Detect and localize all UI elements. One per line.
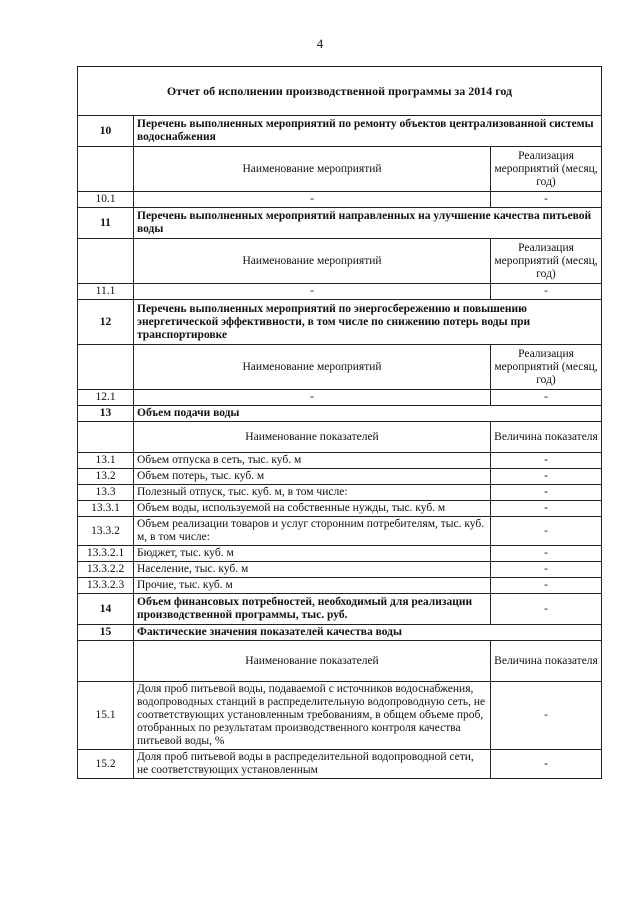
section-header-11 xyxy=(78,208,602,239)
row-value: - xyxy=(491,562,602,578)
row-value: - xyxy=(491,485,602,501)
column-header-value: Величина показателя xyxy=(491,422,602,453)
section-number: 12 xyxy=(78,300,134,345)
row-number: 13.3.2.1 xyxy=(78,546,134,562)
row-value: - xyxy=(491,517,602,546)
row-name: Население, тыс. куб. м xyxy=(134,562,491,578)
table-row xyxy=(78,453,602,469)
section-header-10 xyxy=(78,116,602,147)
table-row xyxy=(78,750,602,779)
row-name: Объем реализации товаров и услуг сторонним потребителям, тыс. куб. м, в том числе: xyxy=(134,517,491,546)
row-value: - xyxy=(491,284,602,300)
section-value: - xyxy=(491,594,602,625)
section-number: 13 xyxy=(78,406,134,422)
column-header-row xyxy=(78,345,602,390)
column-header-value: Реализация мероприятий (месяц, год) xyxy=(491,147,602,192)
row-number: 13.3.2.2 xyxy=(78,562,134,578)
row-number: 10.1 xyxy=(78,192,134,208)
section-header-12 xyxy=(78,300,602,345)
table-row xyxy=(78,562,602,578)
section-title: Фактические значения показателей качества воды xyxy=(134,625,602,641)
report-title-row xyxy=(78,67,602,116)
section-header-13 xyxy=(78,406,602,422)
row-value: - xyxy=(491,682,602,750)
row-number: 11.1 xyxy=(78,284,134,300)
row-number: 12.1 xyxy=(78,390,134,406)
section-title: Объем подачи воды xyxy=(134,406,602,422)
section-number: 14 xyxy=(78,594,134,625)
row-value: - xyxy=(491,546,602,562)
column-header-name: Наименование мероприятий xyxy=(134,345,491,390)
empty-cell xyxy=(78,239,134,284)
row-number: 15.2 xyxy=(78,750,134,779)
section-title: Объем финансовых потребностей, необходимый для реализации производственной программы, тыс. руб. xyxy=(134,594,491,625)
table-row xyxy=(78,546,602,562)
row-number: 13.3.1 xyxy=(78,501,134,517)
report-table xyxy=(77,66,602,779)
table-row xyxy=(78,501,602,517)
row-value: - xyxy=(491,469,602,485)
row-name: Полезный отпуск, тыс. куб. м, в том числе: xyxy=(134,485,491,501)
row-number: 13.3.2 xyxy=(78,517,134,546)
row-value: - xyxy=(491,192,602,208)
row-value: - xyxy=(491,578,602,594)
table-row xyxy=(78,284,602,300)
row-name: Прочие, тыс. куб. м xyxy=(134,578,491,594)
row-name: Доля проб питьевой воды, подаваемой с источников водоснабжения, водопроводных станций в распределительную водопроводную сеть, не соответствующих установленным требованиям, в общем объеме проб, отобранных по результатам производственного контроля качества питьевой воды, % xyxy=(134,682,491,750)
section-header-15 xyxy=(78,625,602,641)
row-number: 13.1 xyxy=(78,453,134,469)
empty-cell xyxy=(78,345,134,390)
row-name: Объем потерь, тыс. куб. м xyxy=(134,469,491,485)
column-header-value: Реализация мероприятий (месяц, год) xyxy=(491,239,602,284)
table-row xyxy=(78,578,602,594)
table-row xyxy=(78,469,602,485)
row-name: Доля проб питьевой воды в распределительной водопроводной сети, не соответствующих установленным xyxy=(134,750,491,779)
column-header-name: Наименование мероприятий xyxy=(134,239,491,284)
table-row xyxy=(78,390,602,406)
report-title: Отчет об исполнении производственной программы за 2014 год xyxy=(78,67,602,116)
column-header-name: Наименование показателей xyxy=(134,641,491,682)
section-header-14 xyxy=(78,594,602,625)
section-title: Перечень выполненных мероприятий по ремонту объектов централизованной системы водоснабжения xyxy=(134,116,602,147)
table-row xyxy=(78,485,602,501)
column-header-row xyxy=(78,422,602,453)
row-value: - xyxy=(491,750,602,779)
row-value: - xyxy=(491,390,602,406)
row-number: 13.2 xyxy=(78,469,134,485)
section-title: Перечень выполненных мероприятий по энергосбережению и повышению энергетической эффективности, в том числе по снижению потерь воды при транспортировке xyxy=(134,300,602,345)
table-row xyxy=(78,517,602,546)
table-row xyxy=(78,192,602,208)
column-header-row xyxy=(78,239,602,284)
column-header-value: Величина показателя xyxy=(491,641,602,682)
column-header-value: Реализация мероприятий (месяц, год) xyxy=(491,345,602,390)
row-name: - xyxy=(134,284,491,300)
row-number: 13.3 xyxy=(78,485,134,501)
row-name: Объем воды, используемой на собственные нужды, тыс. куб. м xyxy=(134,501,491,517)
empty-cell xyxy=(78,147,134,192)
section-title: Перечень выполненных мероприятий направленных на улучшение качества питьевой воды xyxy=(134,208,602,239)
row-name: - xyxy=(134,192,491,208)
column-header-row xyxy=(78,147,602,192)
row-value: - xyxy=(491,501,602,517)
empty-cell xyxy=(78,641,134,682)
column-header-name: Наименование мероприятий xyxy=(134,147,491,192)
row-name: Бюджет, тыс. куб. м xyxy=(134,546,491,562)
column-header-name: Наименование показателей xyxy=(134,422,491,453)
table-row xyxy=(78,682,602,750)
section-number: 15 xyxy=(78,625,134,641)
row-number: 15.1 xyxy=(78,682,134,750)
section-number: 11 xyxy=(78,208,134,239)
empty-cell xyxy=(78,422,134,453)
column-header-row xyxy=(78,641,602,682)
section-number: 10 xyxy=(78,116,134,147)
page-number: 4 xyxy=(316,36,324,51)
row-name: Объем отпуска в сеть, тыс. куб. м xyxy=(134,453,491,469)
row-number: 13.3.2.3 xyxy=(78,578,134,594)
row-value: - xyxy=(491,453,602,469)
row-name: - xyxy=(134,390,491,406)
